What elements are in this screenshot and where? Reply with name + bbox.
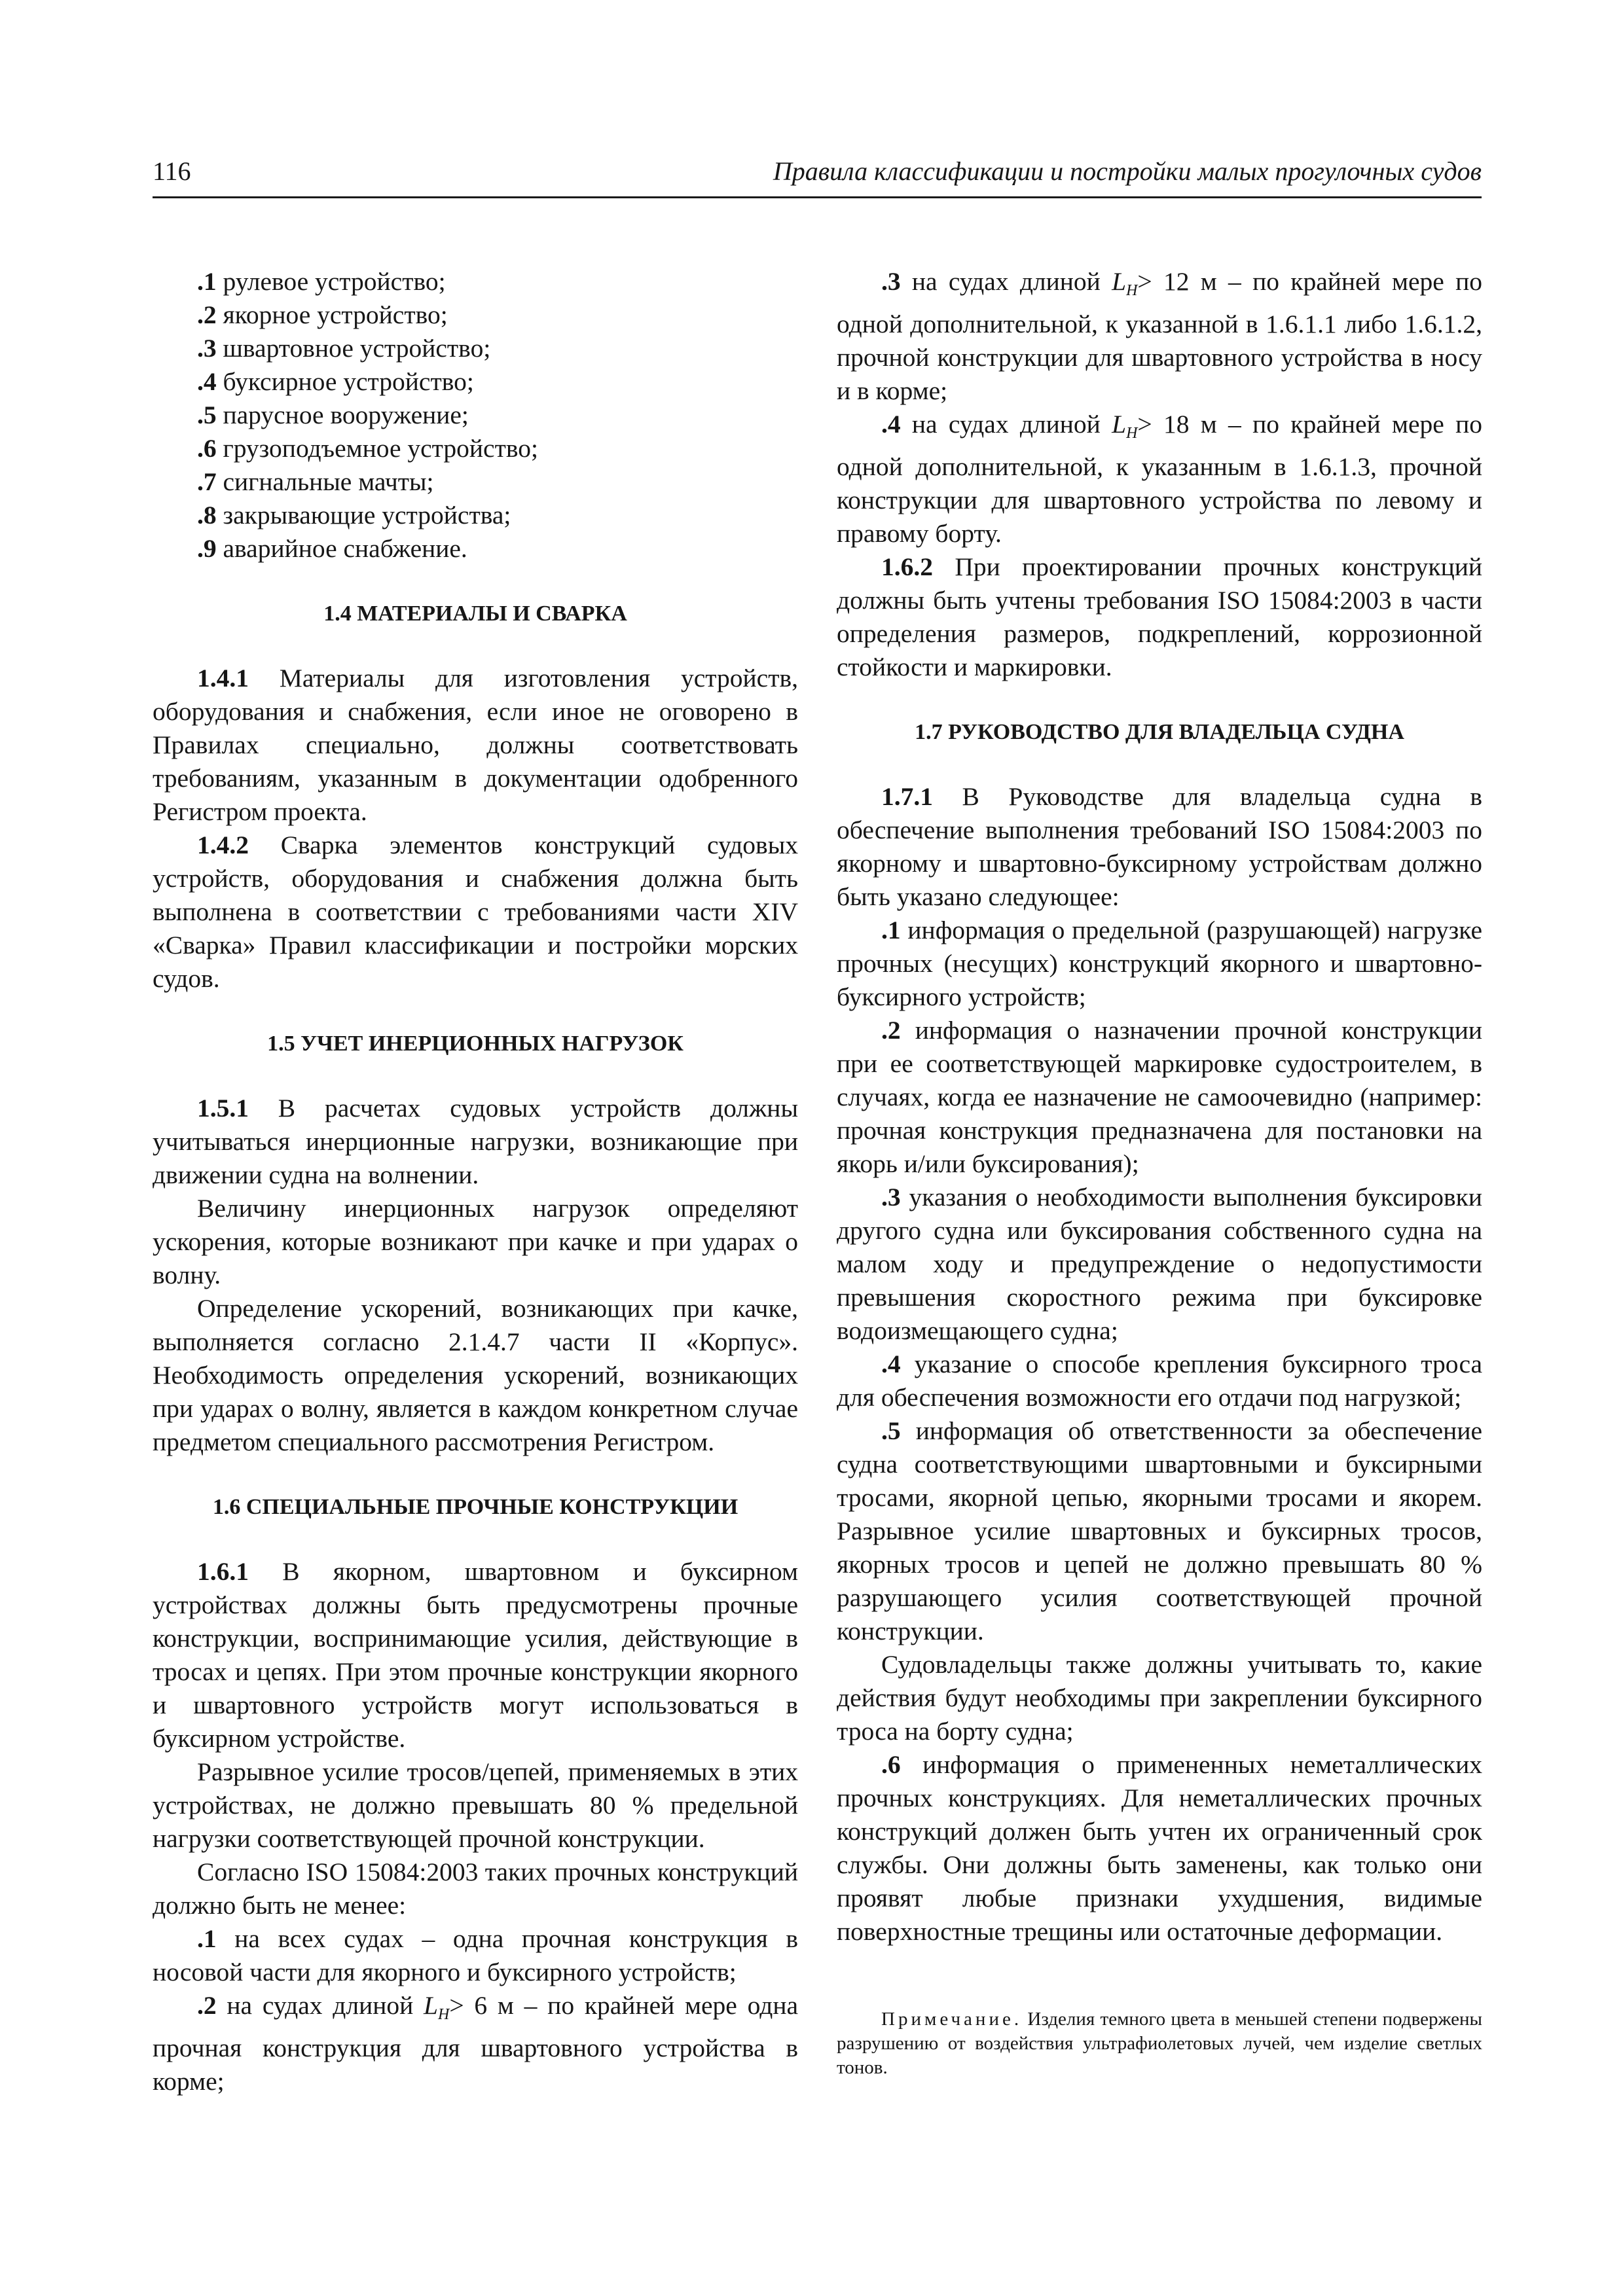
paragraph: Согласно ISO 15084:2003 таких прочных конструкций должно быть не менее: [153, 1857, 798, 1920]
list-item: .4 на судах длиной $L_H> 18$ м – по крайней мере по одной дополнительной, к указанным в 1.6.1.3, прочной конструкции для швартовного устройства по левому и правому борту. [837, 410, 1482, 548]
list-item: .5 парусное вооружение; [197, 401, 469, 429]
paragraph-1-7-1: 1.7.1 В Руководстве для владельца судна в обеспечение выполнения требований ISO 15084:2003 по якорному и швартовно-буксирному устройствам должно быть указано следующее: [837, 782, 1482, 911]
paragraph: Величину инерционных нагрузок определяют ускорения, которые возникают при качке и при ударах о волну. [153, 1194, 798, 1289]
list-item: .3 швартовное устройство; [197, 334, 491, 363]
paragraph-1-6-1: 1.6.1 В якорном, швартовном и буксирном устройствах должны быть предусмотрены прочные конструкции, воспринимающие усилия, действующие в тросах и цепях. При этом прочные конструкции якорного и швартовного устройств могут использоваться в буксирном устройстве. [153, 1557, 798, 1753]
list-item: .1 рулевое устройство; [197, 267, 446, 296]
section-heading-1-5: 1.5 УЧЕТ ИНЕРЦИОННЫХ НАГРУЗОК [267, 1031, 684, 1056]
list-item: .3 на судах длиной $L_H> 12$ м – по крайней мере по одной дополнительной, к указанной в 1.6.1.1 либо 1.6.1.2, прочной конструкции для швартовного устройства в носу и в корме; [837, 267, 1482, 405]
device-list [153, 265, 798, 565]
list-item: .9 аварийное снабжение. [197, 534, 467, 563]
right-column [837, 265, 1482, 2080]
paragraph: Судовладельцы также должны учитывать то, какие действия будут необходимы при закреплении буксирного троса на борту судна; [837, 1650, 1482, 1746]
paragraph-1-5-1: 1.5.1 В расчетах судовых устройств должны учитываться инерционные нагрузки, возникающие при движении судна на волнении. [153, 1094, 798, 1189]
length-symbol: $L_H$ [1112, 410, 1138, 442]
section-heading-1-6: 1.6 СПЕЦИАЛЬНЫЕ ПРОЧНЫЕ КОНСТРУКЦИИ [212, 1495, 739, 1519]
section-heading-1-4: 1.4 МАТЕРИАЛЫ И СВАРКА [323, 601, 627, 626]
section-heading-1-7: 1.7 РУКОВОДСТВО ДЛЯ ВЛАДЕЛЬЦА СУДНА [915, 720, 1404, 744]
list-item: .8 закрывающие устройства; [197, 501, 511, 529]
list-item: .2 информация о назначении прочной конструкции при ее соответствующей маркировке судостроителем, в случаях, когда ее назначение не самоочевидно (например: прочная конструкция предназначена для постановки на якорь и/или буксирования); [837, 1016, 1482, 1178]
list-item: .1 информация о предельной (разрушающей) нагрузке прочных (несущих) конструкций якорного и швартовно-буксирного устройств; [837, 916, 1482, 1011]
list-item: .2 якорное устройство; [197, 300, 448, 329]
list-item: .4 указание о способе крепления буксирного троса для обеспечения возможности его отдачи под нагрузкой; [837, 1350, 1482, 1412]
paragraph-1-4-2: 1.4.2 Сварка элементов конструкций судовых устройств, оборудования и снабжения должна быть выполнена в соответствии с требованиями части XIV «Сварка» Правил классификации и постройки морских судов. [153, 831, 798, 993]
page-number: 116 [153, 156, 191, 186]
paragraph-1-4-1: 1.4.1 Материалы для изготовления устройств, оборудования и снабжения, если иное не оговорено в Правилах специально, должны соответствовать требованиям, указанным в документации одобренного Регистром проекта. [153, 664, 798, 826]
list-item: .6 информация о примененных неметаллических прочных конструкциях. Для неметаллических прочных конструкций должен быть учтен их ограниченный срок службы. Они должны быть заменены, как только они проявят любые признаки ухудшения, видимые поверхностные трещины или остаточные деформации. [837, 1750, 1482, 1946]
left-column [153, 265, 798, 2098]
paragraph: Определение ускорений, возникающих при качке, выполняется согласно 2.1.4.7 части II «Корпус». Необходимость определения ускорений, возникающих при ударах о волну, является в каждом конкретном случае предметом специального рассмотрения Регистром. [153, 1294, 798, 1456]
note: Примечание. Изделия темного цвета в меньшей степени подвержены разрушению от воздействия ультрафиолетовых лучей, чем изделие светлых тонов. [837, 2009, 1482, 2078]
header-rule [153, 196, 1482, 198]
paragraph-1-6-2: 1.6.2 При проектировании прочных конструкций должны быть учтены требования ISO 15084:2003 в части определения размеров, подкреплений, коррозионной стойкости и маркировки. [837, 552, 1482, 681]
paragraph: Разрывное усилие тросов/цепей, применяемых в этих устройствах, не должно превышать 80 % предельной нагрузки соответствующей прочной конструкции. [153, 1757, 798, 1853]
list-item: .6 грузоподъемное устройство; [197, 434, 538, 463]
list-item: .2 на судах длиной $L_H> 6$ м – по крайней мере одна прочная конструкция для швартовного устройства в корме; [153, 1991, 798, 2096]
running-title: Правила классификации и постройки малых прогулочных судов [773, 156, 1482, 186]
list-item: .4 буксирное устройство; [197, 367, 474, 396]
length-symbol: $L_H$ [424, 1991, 450, 2023]
list-item: .1 на всех судах – одна прочная конструкция в носовой части для якорного и буксирного устройств; [153, 1924, 798, 1986]
list-item: .3 указания о необходимости выполнения буксировки другого судна или буксирования собственного судна на малом ходу и предупреждение о недопустимости превышения скоростного режима при буксировке водоизмещающего судна; [837, 1183, 1482, 1345]
length-symbol: $L_H$ [1112, 267, 1138, 299]
note-label: Примечание. [881, 2009, 1023, 2030]
list-item: .5 информация об ответственности за обеспечение судна соответствующими швартовными и буксирными тросами, якорной цепью, якорными тросами и якорем. Разрывное усилие швартовных и буксирных тросов, якорных тросов и цепей не должно превышать 80 % разрушающего усилия соответствующей прочной конструкции. [837, 1416, 1482, 1645]
list-item: .7 сигнальные мачты; [197, 467, 434, 496]
